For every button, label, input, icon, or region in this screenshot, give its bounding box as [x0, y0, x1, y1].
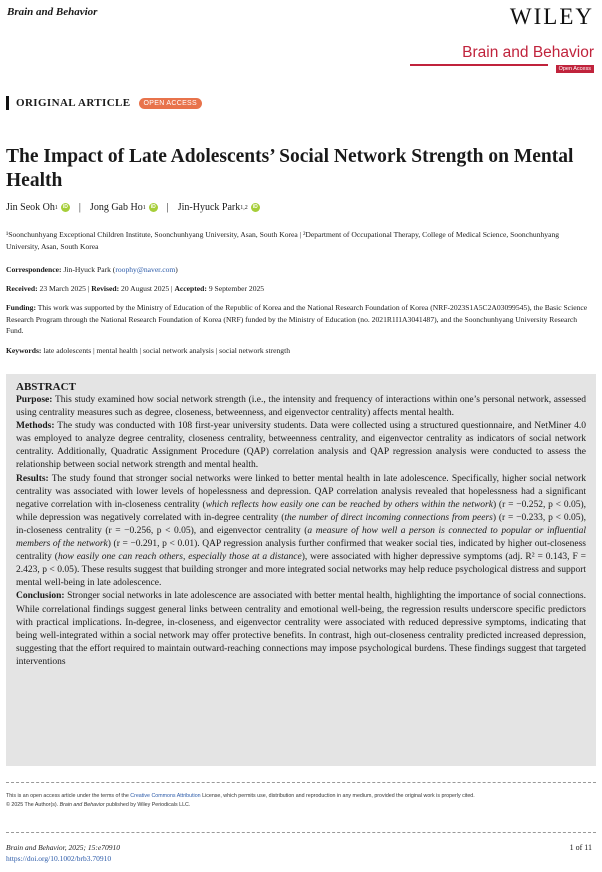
article-title: The Impact of Late Adolescents’ Social Network Strength on Mental Health: [6, 146, 574, 191]
author-name[interactable]: Jin-Hyuck Park: [177, 202, 241, 213]
copyright-text-2: published by Wiley Periodicals LLC.: [104, 802, 191, 808]
received-label: Received:: [6, 284, 38, 293]
keywords: [6, 345, 590, 357]
journal-brand-name: Brain and Behavior: [462, 44, 594, 61]
copyright-journal: Brain and Behavior: [59, 802, 105, 808]
journal-name-header: Brain and Behavior: [7, 6, 98, 18]
purpose-label: Purpose:: [16, 395, 53, 405]
conclusion-text: Stronger social networks in late adolescence are associated with better mental health, highlighting the importance of social connections. While correlational findings suggest general links between centrality and emotional well-being, the regression results underscore specific predictors with practical implications. In-degree, in-closeness, and eigenvector centrality were associated with reduced depressive symptoms, indicating that being well-integrated within a social network may offer protective benefits. In contrast, high out-closeness centrality predicted increased depression, suggesting that the effort required to maintain outward-reaching connections may impose psychological burdens. These findings suggest that targeted interventions: [16, 591, 586, 667]
correspondence: [6, 264, 590, 276]
author-1[interactable]: [6, 202, 70, 213]
methods-label: Methods:: [16, 421, 55, 432]
funding-label: Funding:: [6, 303, 36, 312]
article-type-label: ORIGINAL ARTICLE: [16, 97, 131, 109]
history-dates: [6, 283, 590, 295]
author-separator: |: [78, 202, 81, 213]
affiliation-sup: 1,2: [240, 204, 248, 211]
affiliations: ¹Soonchunhyang Exceptional Children Institute, Soonchunhyang University, Asan, South Korea | ²Department of Occupational Therapy, College of Medical Science, Soonchunhyang University, Asan, South Korea: [6, 230, 560, 251]
results-text-5: ), were associated with higher depressive symptoms (adj. R² = 0.143, F = 2.423, p < 0.05). These results suggest that building stronger and more integrated social networks may help reduce psychological distress and support mental well-being in late adolescence.: [16, 552, 586, 589]
revised-date: 20 August 2025: [121, 284, 170, 293]
license-text-2: License, which permits use, distribution and reproduction in any medium, provided the original work is properly cited.: [200, 793, 475, 799]
conclusion-label: Conclusion:: [16, 591, 65, 602]
date-separator: |: [87, 284, 92, 293]
results-label: Results:: [16, 473, 49, 484]
abstract-results: [16, 473, 586, 591]
license-notice: [6, 792, 590, 810]
license-text-1: This is an open access article under the terms of the: [6, 793, 131, 799]
abstract-conclusion: [16, 590, 586, 669]
results-italic-3: a measure of how well a person is connected to popular or influential members of the network: [16, 525, 586, 550]
author-list: [6, 202, 260, 213]
funding-text: This work was supported by the Ministry of Education of the Republic of Korea and the National Research Foundation of Korea (NRF-2023S1A5C2A03099545), the Basic Science Research Program through the National Research Foundation of Korea (NRF) funded by the Ministry of Education (no. 2021R1I1A3041487), and the Soonchunhyang University Research Fund.: [6, 303, 588, 335]
received-date: 23 March 2025: [39, 284, 86, 293]
results-text-1: The study found that stronger social networks were linked to better mental health in late adolescence. Specifically, higher social network centrality was associated with lower levels of hopelessness and depression. QAP correlation analysis revealed that hopelessness had a significant negative correlation with in-closeness centrality (: [16, 473, 586, 510]
orcid-icon[interactable]: iD: [252, 204, 258, 210]
copyright-text-1: © 2025 The Author(s).: [6, 802, 60, 808]
results-italic-1: which reflects how easily one can be reached by others within the network: [205, 499, 493, 510]
author-separator: |: [166, 202, 169, 213]
open-access-tag: Open Access: [556, 65, 594, 73]
copyright-line: [6, 801, 590, 810]
funding: [6, 302, 590, 337]
accepted-date: 9 September 2025: [208, 284, 265, 293]
open-access-badge: OPEN ACCESS: [139, 98, 202, 109]
keywords-label: Keywords:: [6, 346, 42, 355]
author-name[interactable]: Jong Gab Ho: [89, 202, 143, 213]
license-line: [6, 792, 590, 801]
article-type-row: [6, 96, 202, 110]
correspondence-email-link[interactable]: roophy@naver.com: [115, 265, 176, 274]
article-type-marker: [6, 96, 9, 110]
results-italic-2: the number of direct incoming connections from peers: [284, 512, 493, 523]
author-3[interactable]: [178, 202, 260, 213]
footer-divider: [6, 832, 596, 833]
correspondence-name: Jin-Hyuck Park (: [63, 265, 116, 274]
doi-link[interactable]: https://doi.org/10.1002/brb3.70910: [6, 854, 112, 863]
results-text-3: ) (r = −0.233, p < 0.05), in-closeness centrality (r = −0.256, p < 0.05), and eigenvector centrality (: [16, 512, 586, 536]
keywords-text: late adolescents | mental health | social network analysis | social network strength: [43, 346, 290, 355]
abstract-methods: [16, 420, 586, 472]
results-text-2: ) (r = −0.252, p < 0.05), while depression was negatively correlated with in-degree centrality (: [16, 499, 587, 523]
correspondence-close: ): [175, 265, 178, 274]
citation: Brain and Behavior, 2025; 15:e70910: [6, 843, 120, 852]
results-italic-4: how easily one can reach others, especially those at a distance: [57, 552, 302, 563]
author-2[interactable]: [90, 202, 158, 213]
journal-brand[interactable]: [408, 44, 594, 72]
page-number: 1 of 11: [569, 843, 592, 852]
brand-divider: [410, 64, 548, 66]
affiliation-sup: 1: [142, 204, 146, 211]
author-name[interactable]: Jin Seok Oh: [6, 202, 55, 213]
orcid-icon[interactable]: iD: [150, 204, 156, 210]
revised-label: Revised:: [91, 284, 120, 293]
abstract-purpose: [16, 394, 586, 420]
accepted-label: Accepted:: [174, 284, 207, 293]
publisher-logo[interactable]: WILEY: [509, 4, 594, 29]
orcid-icon[interactable]: iD: [62, 204, 68, 210]
affiliation-sup: 1: [54, 204, 58, 211]
methods-text: The study was conducted with 108 first-year university students. Data were collected using a structured questionnaire, and NetMiner 4.0 was employed to analyze degree centrality, closeness centrality, betweenness centrality, and eigenvector centrality as indicators of social network centrality. Additionally, Quadratic Assignment Procedure (QAP) correlation analysis and QAP regression analysis were conducted to assess the relationship between social network strength and mental health.: [16, 421, 586, 471]
correspondence-label: Correspondence:: [6, 265, 62, 274]
results-text-4: ) (r = −0.291, p < 0.01). QAP regression analysis further confirmed that weaker social ties, indicated by higher out-closeness centrality (: [16, 539, 586, 563]
cc-license-link[interactable]: Creative Commons Attribution: [130, 793, 201, 799]
purpose-text: This study examined how social network strength (i.e., the intensity and frequency of interactions within one’s personal network, assessed using centrality measures such as degree, closeness, betweenness, and eigenvector centrality) affects mental health.: [16, 395, 586, 419]
abstract-box: [6, 374, 596, 766]
date-separator: |: [171, 284, 175, 293]
footer-divider: [6, 782, 596, 783]
abstract-heading: ABSTRACT: [16, 381, 76, 393]
